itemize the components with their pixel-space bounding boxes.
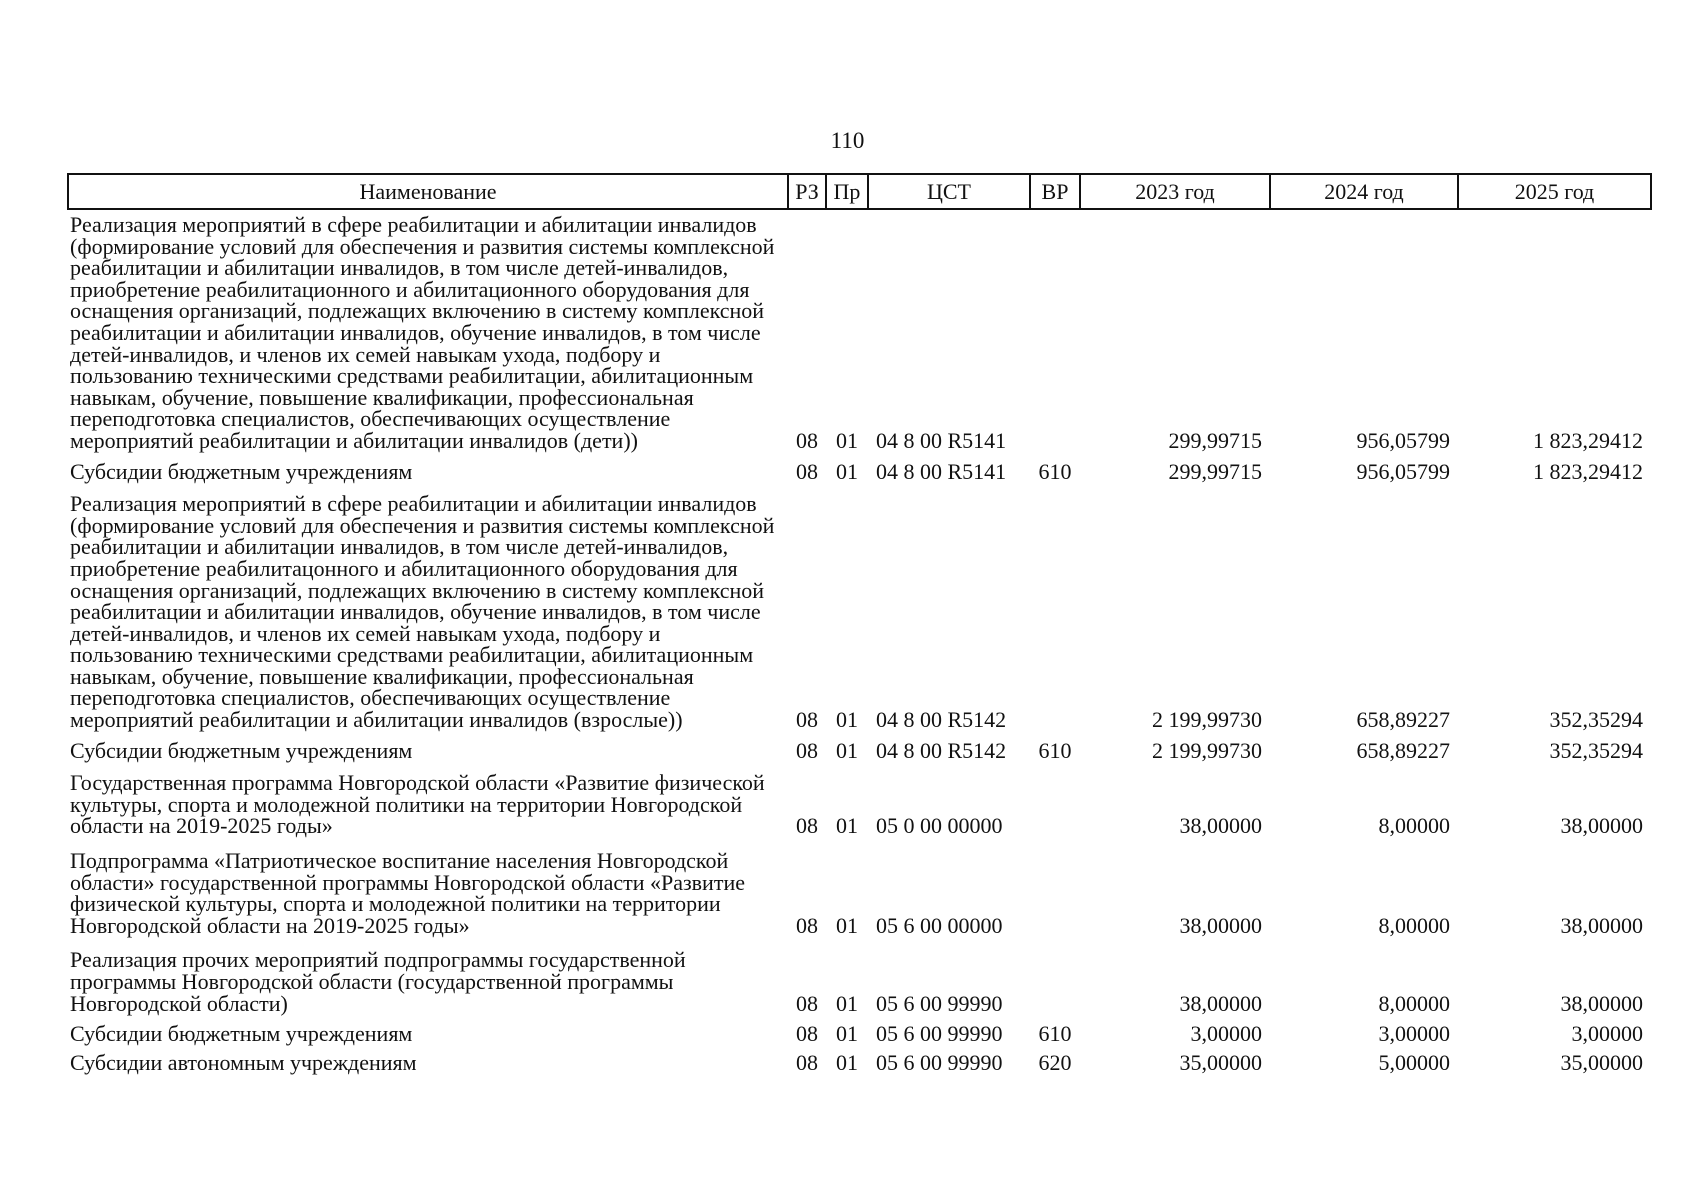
row-pr: 01 — [836, 813, 858, 839]
row-pr: 01 — [836, 707, 858, 733]
budget-table — [67, 173, 1652, 1080]
row-rz: 08 — [796, 912, 818, 938]
row-2023: 299,99715 — [1168, 427, 1262, 453]
row-rz: 08 — [796, 707, 818, 733]
row-2023: 299,99715 — [1168, 458, 1262, 484]
row-2023: 2 199,99730 — [1152, 707, 1262, 733]
row-vr: 610 — [1038, 737, 1072, 763]
row-vr — [1030, 209, 1080, 461]
header-name: Наименование — [68, 174, 788, 209]
row-cst: 05 6 00 99990 — [876, 990, 1003, 1016]
row-rz: 08 — [796, 458, 818, 484]
row-2025: 38,00000 — [1560, 813, 1643, 839]
row-name: Субсидии бюджетным учреждениям — [70, 1021, 413, 1047]
row-2025: 38,00000 — [1560, 990, 1643, 1016]
row-pr: 01 — [836, 427, 858, 453]
row-vr: 620 — [1038, 1049, 1072, 1075]
table-row — [68, 461, 1651, 490]
row-pr: 01 — [836, 458, 858, 484]
row-cst: 05 6 00 99990 — [876, 1021, 1003, 1047]
table-row — [68, 1023, 1651, 1052]
row-2023: 3,00000 — [1190, 1021, 1262, 1047]
row-2023: 38,00000 — [1179, 813, 1262, 839]
table-row — [68, 846, 1651, 945]
row-vr — [1030, 489, 1080, 740]
row-cst: 05 6 00 99990 — [876, 1049, 1003, 1075]
row-2025: 3,00000 — [1571, 1021, 1643, 1047]
row-vr: 610 — [1038, 1021, 1072, 1047]
row-2023: 2 199,99730 — [1152, 737, 1262, 763]
row-2025: 38,00000 — [1560, 912, 1643, 938]
table-row — [68, 740, 1651, 769]
table-row — [68, 768, 1651, 846]
row-2023: 38,00000 — [1179, 912, 1262, 938]
row-2024: 956,05799 — [1356, 427, 1450, 453]
row-2024: 3,00000 — [1378, 1021, 1450, 1047]
row-2025: 35,00000 — [1560, 1049, 1643, 1075]
row-cst: 05 0 00 00000 — [876, 813, 1003, 839]
row-rz: 08 — [796, 813, 818, 839]
row-2025: 352,35294 — [1549, 707, 1643, 733]
page-number: 110 — [830, 128, 865, 153]
row-rz: 08 — [796, 427, 818, 453]
row-pr: 01 — [836, 1049, 858, 1075]
table-row — [68, 945, 1651, 1023]
row-2024: 658,89227 — [1356, 707, 1450, 733]
row-vr — [1030, 768, 1080, 846]
table-row — [68, 209, 1651, 461]
table-row — [68, 1052, 1651, 1081]
row-cst: 04 8 00 R5142 — [876, 707, 1007, 733]
row-2025: 1 823,29412 — [1533, 458, 1643, 484]
row-name: Реализация мероприятий в сфере реабилитации и абилитации инвалидов (формирование условий для обеспечения и развития системы комплексной реабилитации и абилитации инвалидов, в том числе детей-инвалидов, приобретение реабилитацонного и абилитационного оборудования для оснащения организаций, подлежащих включению в систему комплексной реабилитации и абилитации инвалидов, обучение инвалидов, в том числе детей-инвалидов, и членов их семей навыкам ухода, подбору и пользованию техническими средствами реабилитации, абилитационным навыкам, обучение, повышение квалификации, профессиональная переподготовка специалистов, обеспечивающих осуществление мероприятий реабилитации и абилитации инвалидов (взрослые)) — [70, 491, 775, 733]
row-cst: 05 6 00 00000 — [876, 912, 1003, 938]
row-pr: 01 — [836, 737, 858, 763]
header-2024: 2024 год — [1270, 174, 1458, 209]
row-name: Субсидии автономным учреждениям — [70, 1049, 417, 1075]
row-name: Подпрограмма «Патриотическое воспитание населения Новгородской области» государственной программы Новгородской области «Развитие физической культуры, спорта и молодежной политики на территории Новгородской области на 2019-2025 годы» — [70, 848, 745, 938]
row-rz: 08 — [796, 990, 818, 1016]
row-2025: 352,35294 — [1549, 737, 1643, 763]
row-cst: 04 8 00 R5141 — [876, 458, 1007, 484]
row-name: Субсидии бюджетным учреждениям — [70, 458, 413, 484]
header-2025: 2025 год — [1458, 174, 1651, 209]
row-2024: 8,00000 — [1378, 912, 1450, 938]
row-vr — [1030, 945, 1080, 1023]
row-cst: 04 8 00 R5141 — [876, 427, 1007, 453]
row-vr: 610 — [1038, 458, 1072, 484]
row-rz: 08 — [796, 737, 818, 763]
header-rz: РЗ — [788, 174, 826, 209]
row-name: Реализация прочих мероприятий подпрограммы государственной программы Новгородской области (государственной программы Новгородской области) — [70, 947, 686, 1016]
row-name: Реализация мероприятий в сфере реабилитации и абилитации инвалидов (формирование условий для обеспечения и развития системы комплексной реабилитации и абилитации инвалидов, в том числе детей-инвалидов, приобретение реабилитационного и абилитационного оборудования для оснащения организаций, подлежащих включению в систему комплексной реабилитации и абилитации инвалидов, обучение инвалидов, в том числе детей-инвалидов, и членов их семей навыкам ухода, подбору и пользованию техническими средствами реабилитации, абилитационным навыкам, обучение, повышение квалификации, профессиональная переподготовка специалистов, обеспечивающих осуществление мероприятий реабилитации и абилитации инвалидов (дети)) — [70, 212, 775, 453]
row-2024: 8,00000 — [1378, 813, 1450, 839]
header-vr: ВР — [1030, 174, 1080, 209]
row-2025: 1 823,29412 — [1533, 427, 1643, 453]
row-name: Государственная программа Новгородской области «Развитие физической культуры, спорта и молодежной политики на территории Новгородской области на 2019-2025 годы» — [70, 770, 765, 839]
row-rz: 08 — [796, 1049, 818, 1075]
table-row — [68, 489, 1651, 740]
header-cst: ЦСТ — [868, 174, 1030, 209]
row-vr — [1030, 846, 1080, 945]
table-header-row — [68, 174, 1651, 209]
row-pr: 01 — [836, 1021, 858, 1047]
row-2023: 35,00000 — [1179, 1049, 1262, 1075]
row-cst: 04 8 00 R5142 — [876, 737, 1007, 763]
row-2024: 658,89227 — [1356, 737, 1450, 763]
row-pr: 01 — [836, 912, 858, 938]
row-2024: 956,05799 — [1356, 458, 1450, 484]
row-name: Субсидии бюджетным учреждениям — [70, 737, 413, 763]
row-2023: 38,00000 — [1179, 990, 1262, 1016]
row-pr: 01 — [836, 990, 858, 1016]
row-rz: 08 — [796, 1021, 818, 1047]
row-2024: 8,00000 — [1378, 990, 1450, 1016]
row-2024: 5,00000 — [1378, 1049, 1450, 1075]
header-2023: 2023 год — [1080, 174, 1270, 209]
header-pr: Пр — [826, 174, 868, 209]
